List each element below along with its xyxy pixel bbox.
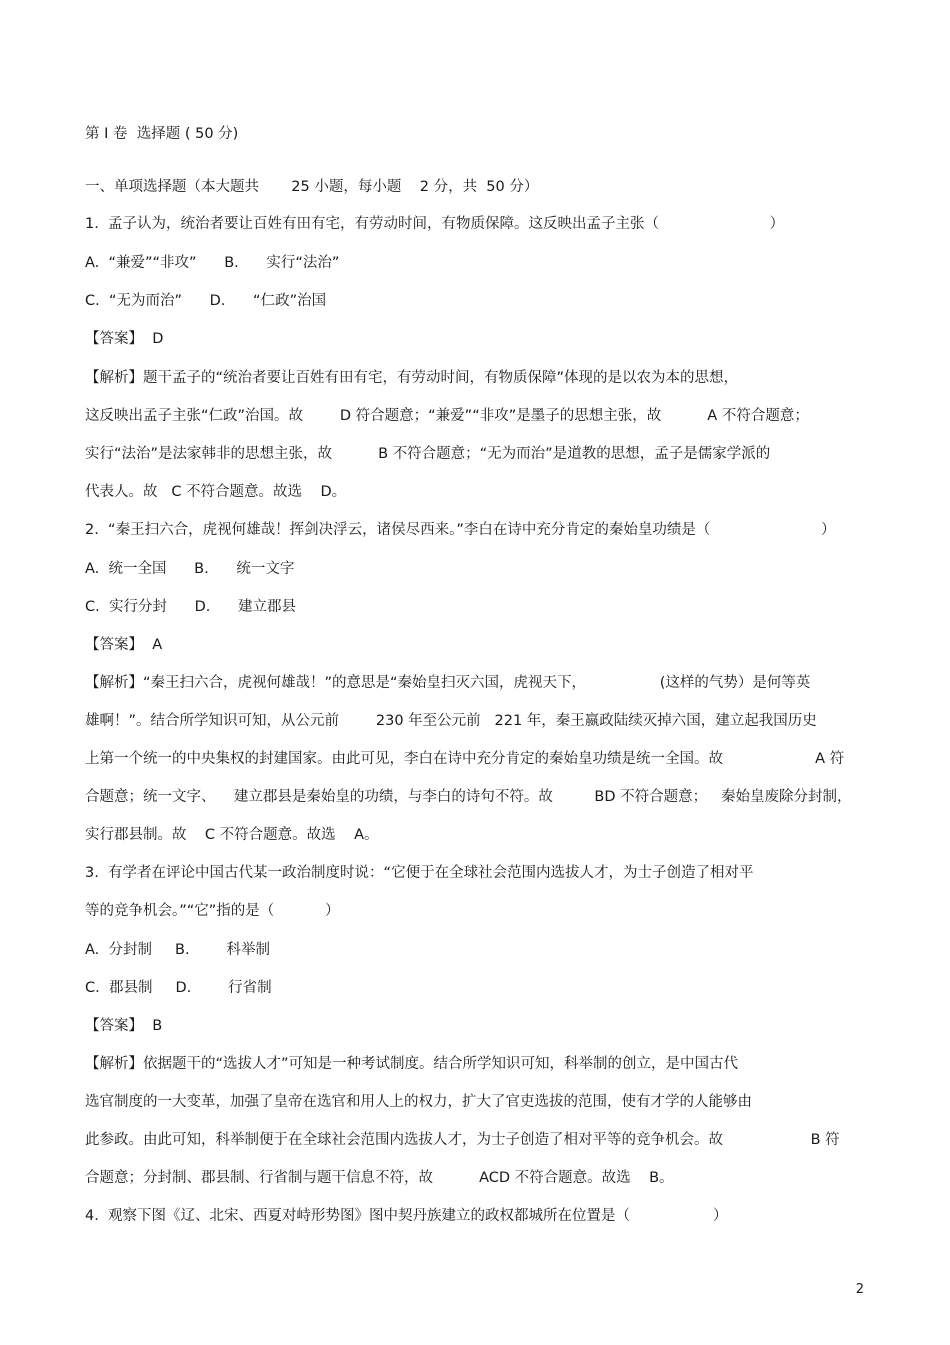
question-2-option-ab: A. 统一全国 B. 统一文字 [85,561,295,577]
question-1-analysis-line: 实行“法治”是法家韩非的思想主张，故 B 不符合题意；“无为而治”是道教的思想，孟子是儒家学派的 [85,446,771,462]
part-heading: 一、单项选择题（本大题共 25 小题，每小题 2 分，共 50 分） [85,179,539,195]
question-3-option-ab: A. 分封制 B. 科举制 [85,942,270,958]
question-2-analysis-line: 上第一个统一的中央集权的封建国家。由此可见，李白在诗中充分肯定的秦始皇功绩是统一全国。故 A 符 [85,751,845,767]
question-3-analysis-line: 选官制度的一大变革，加强了皇帝在选官和用人上的权力，扩大了官吏选拔的范围，使有才学的人能够由 [85,1094,752,1110]
section-title: 第 I 卷 选择题 ( 50 分) [85,126,239,142]
question-3-analysis-line: 此参政。由此可知，科举制便于在全球社会范围内选拔人才，为士子创造了相对平等的竞争机会。故 B 符 [85,1132,840,1148]
question-2-option-cd: C. 实行分封 D. 建立郡县 [85,599,297,615]
question-3-stem: 3. 有学者在评论中国古代某一政治制度时说：“它便于在全球社会范围内选拔人才，为士子创造了相对平 [85,865,754,881]
page-number: 2 [855,1282,864,1297]
question-4-stem: 4. 观察下图《辽、北宋、西夏对峙形势图》图中契丹族建立的政权都城所在位置是（ ） [85,1208,728,1224]
question-3-option-cd: C. 郡县制 D. 行省制 [85,980,272,996]
question-1-analysis-line: 【解析】题干孟子的“统治者要让百姓有田有宅，有劳动时间，有物质保障”体现的是以农为本的思想， [85,370,739,386]
question-2-analysis-line: 【解析】“秦王扫六合，虎视何雄哉！”的意思是“秦始皇扫灭六国，虎视天下， (这样的气势）是何等英 [85,675,811,691]
question-2-analysis-line: 合题意；统一文字、 建立郡县是秦始皇的功绩，与李白的诗句不符。故 BD 不符合题意； 秦始皇废除分封制， [85,789,852,805]
question-1-analysis-line: 代表人。故 C 不符合题意。故选 D。 [85,484,347,500]
question-2-answer: 【答案】 A [85,637,163,653]
question-3-analysis-line: 合题意；分封制、郡县制、行省制与题干信息不符，故 ACD 不符合题意。故选 B。 [85,1170,674,1186]
question-3-analysis-line: 【解析】依据题干的“选拔人才”可知是一种考试制度。结合所学知识可知，科举制的创立，是中国古代 [85,1056,739,1072]
question-1-option-ab: A. “兼爱”“非攻” B. 实行“法治” [85,255,340,271]
question-3-answer: 【答案】 B [85,1018,163,1034]
question-2-stem: 2. “秦王扫六合，虎视何雄哉！挥剑决浮云，诸侯尽西来。”李白在诗中充分肯定的秦始皇功绩是（ ） [85,522,836,538]
question-1-answer: 【答案】 D [85,331,164,347]
question-2-analysis-line: 雄啊！”。结合所学知识可知，从公元前 230 年至公元前 221 年，秦王嬴政陆续灭掉六国，建立起我国历史 [85,713,817,729]
question-1-analysis-line: 这反映出孟子主张“仁政”治国。故 D 符合题意；“兼爱”“非攻”是墨子的思想主张，故 A 不符合题意； [85,408,809,424]
question-2-analysis-line: 实行郡县制。故 C 不符合题意。故选 A。 [85,827,379,843]
question-1-option-cd: C. “无为而治” D. “仁政”治国 [85,293,327,309]
question-3-stem: 等的竞争机会。”“它”指的是（ ） [85,903,340,919]
question-1-stem: 1. 孟子认为，统治者要让百姓有田有宅，有劳动时间，有物质保障。这反映出孟子主张（ ） [85,216,785,232]
